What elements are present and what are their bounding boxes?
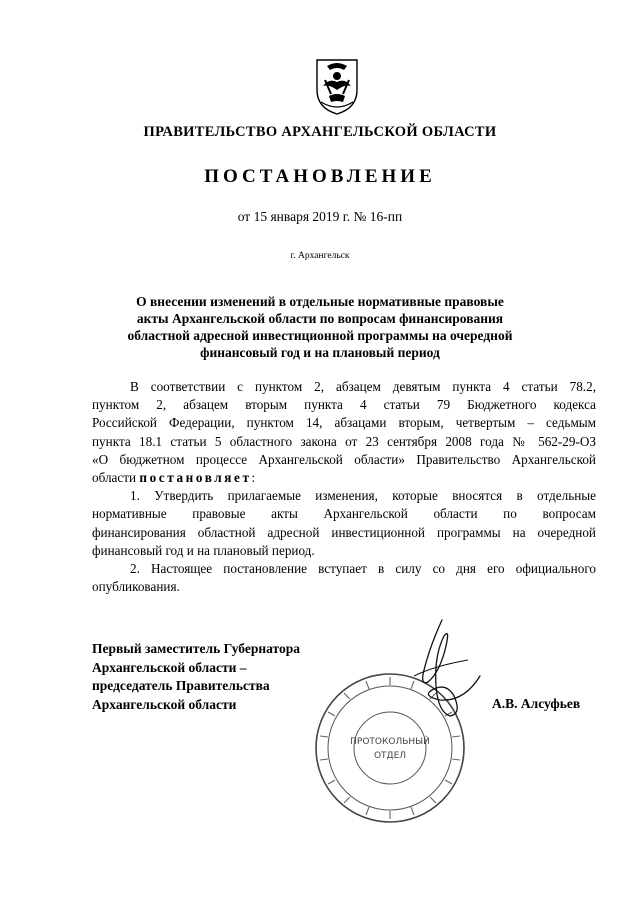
item-2-line: 2. Настоящее постановление вступает в силу со дня его официального xyxy=(130,561,596,577)
preamble-line: «О бюджетном процессе Архангельской области» Правительство Архангельской xyxy=(92,451,596,467)
signatory-position xyxy=(92,640,300,714)
signatory-position-line: Первый заместитель Губернатора xyxy=(92,641,300,656)
signatory-position-line: Архангельской области – xyxy=(92,659,247,675)
item-1-line: финансовый год и на плановый период. xyxy=(92,542,315,558)
preamble-line: Российской Федерации, пунктом 14, абзацами вторым, четвертым – седьмым xyxy=(92,415,596,431)
preamble-line: пунктом 2, абзацем вторым пункта 4 статьи 79 Бюджетного кодекса xyxy=(92,397,596,413)
preamble-suffix: : xyxy=(251,470,256,486)
stamp-text: ПРОТОКОЛЬНЫЙ xyxy=(350,737,430,747)
item-1-line: 1. Утвердить прилагаемые изменения, которые вносятся в отдельные xyxy=(130,488,596,504)
title-line: О внесении изменений в отдельные нормативные правовые xyxy=(136,294,504,309)
item-1-line: финансирования областной адресной инвестиционной программы на очередной xyxy=(92,524,596,540)
item-1-line: нормативные правовые акты Архангельской области по вопросам xyxy=(92,506,596,522)
document-title xyxy=(100,293,540,361)
coat-of-arms-icon xyxy=(313,56,361,116)
handwritten-signature xyxy=(384,616,494,726)
document-city: г. Архангельск xyxy=(290,251,350,261)
preamble-last-line xyxy=(92,469,596,487)
title-line: финансовый год и на плановый период xyxy=(200,345,440,360)
signatory-position-line: председатель Правительства xyxy=(92,678,270,693)
organization-name: ПРАВИТЕЛЬСТВО АРХАНГЕЛЬСКОЙ ОБЛАСТИ xyxy=(143,124,497,140)
signatory-position-line: Архангельской области xyxy=(92,696,237,712)
title-line: областной адресной инвестиционной программы на очередной xyxy=(127,328,513,343)
stamp-text: ОТДЕЛ xyxy=(373,751,407,761)
document-body xyxy=(92,378,596,596)
signatory-name: А.В. Алсуфьев xyxy=(492,696,581,711)
preamble-line: В соответствии с пунктом 2, абзацем девятым пункта 4 статьи 78.2, xyxy=(130,379,596,394)
preamble-prefix: области xyxy=(92,470,137,486)
document-date-number: от 15 января 2019 г. № 16-пп xyxy=(237,209,403,224)
title-line: акты Архангельской области по вопросам финансирования xyxy=(136,311,504,326)
document-type: ПОСТАНОВЛЕНИЕ xyxy=(204,166,436,187)
preamble-line: пункта 18.1 статьи 5 областного закона от 23 сентября 2008 года № 562-29-ОЗ xyxy=(92,433,596,449)
item-2-line: опубликования. xyxy=(92,579,180,595)
decree-verb: постановляет xyxy=(139,470,252,486)
